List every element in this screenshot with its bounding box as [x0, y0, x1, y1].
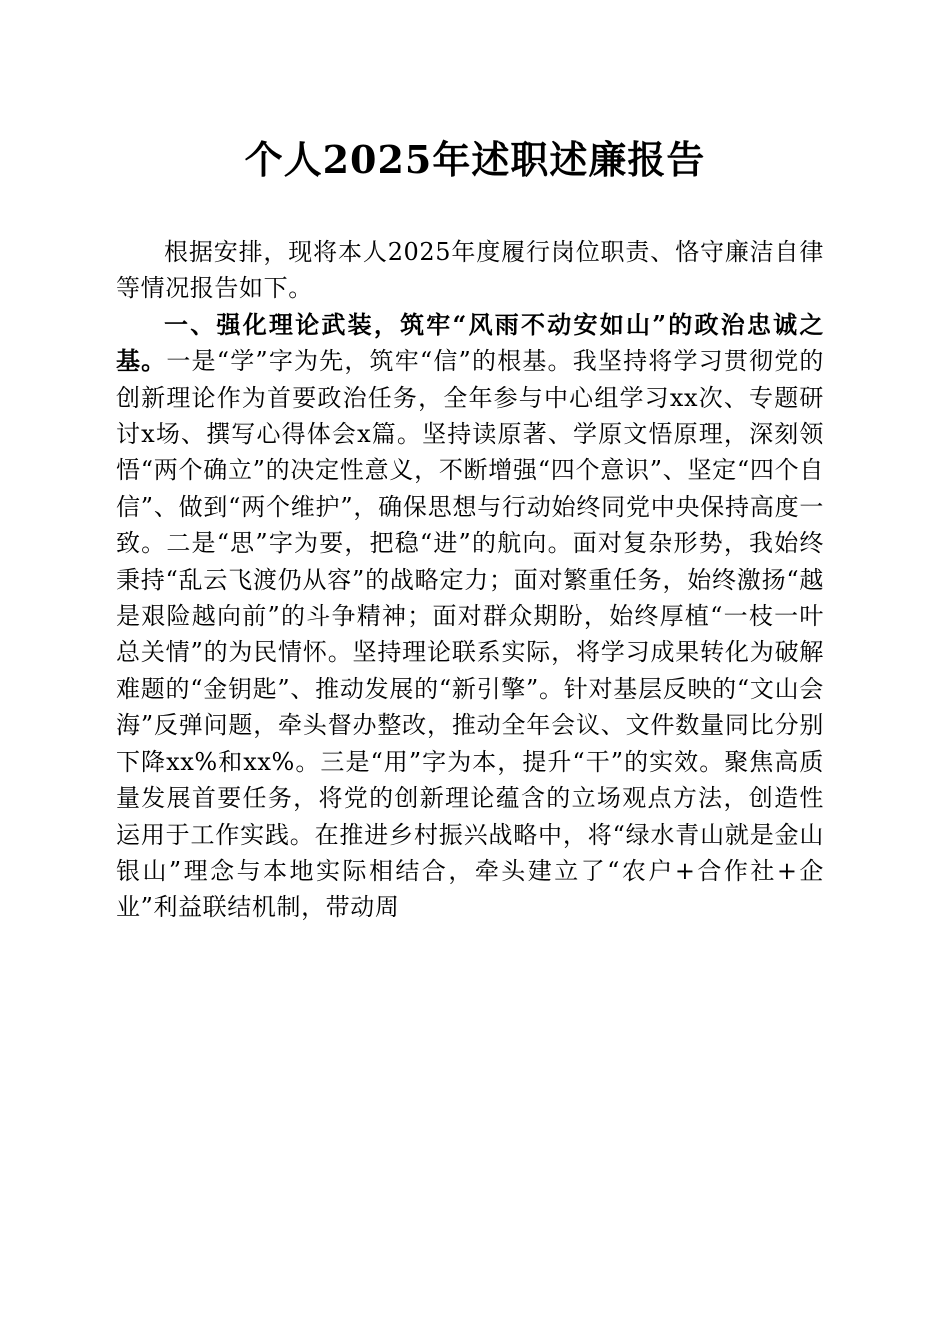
section-1-text: 一是“学”字为先，筑牢“信”的根基。我坚持将学习贯彻党的创新理论作为首要政治任务，全年参与中心组学习xx次、专题研讨x场、撰写心得体会x篇。坚持读原著、学原文悟原理，深刻领悟“两个确立”的决定性意义，不断增强“四个意识”、坚定“四个自信”、做到“两个维护”，确保思想与行动始终同党中央保持高度一致。二是“思”字为要，把稳“进”的航向。面对复杂形势，我始终秉持“乱云飞渡仍从容”的战略定力；面对繁重任务，始终激扬“越是艰险越向前”的斗争精神；面对群众期盼，始终厚植“一枝一叶总关情”的为民情怀。坚持理论联系实际，将学习成果转化为破解难题的“金钥匙”、推动发展的“新引擎”。针对基层反映的“文山会海”反弹问题，牵头督办整改，推动全年会议、文件数量同比分别下降xx%和xx%。三是“用”字为本，提升“干”的实效。聚焦高质量发展首要任务，将党的创新理论蕴含的立场观点方法，创造性运用于工作实践。在推进乡村振兴战略中，将“绿水青山就是金山银山”理念与本地实际相结合，牵头建立了“农户+合作社+企业”利益联结机制，带动周 [116, 347, 824, 922]
intro-paragraph: 根据安排，现将本人2025年度履行岗位职责、恪守廉洁自律等情况报告如下。 [116, 238, 824, 303]
section-1-paragraph [116, 307, 824, 926]
document-title: 个人2025年述职述廉报告 [244, 137, 706, 182]
section-1-heading: 一、强化理论武装，筑牢“风雨不动安如山”的政治忠诚之基。 [116, 309, 824, 376]
document-body [116, 234, 824, 926]
